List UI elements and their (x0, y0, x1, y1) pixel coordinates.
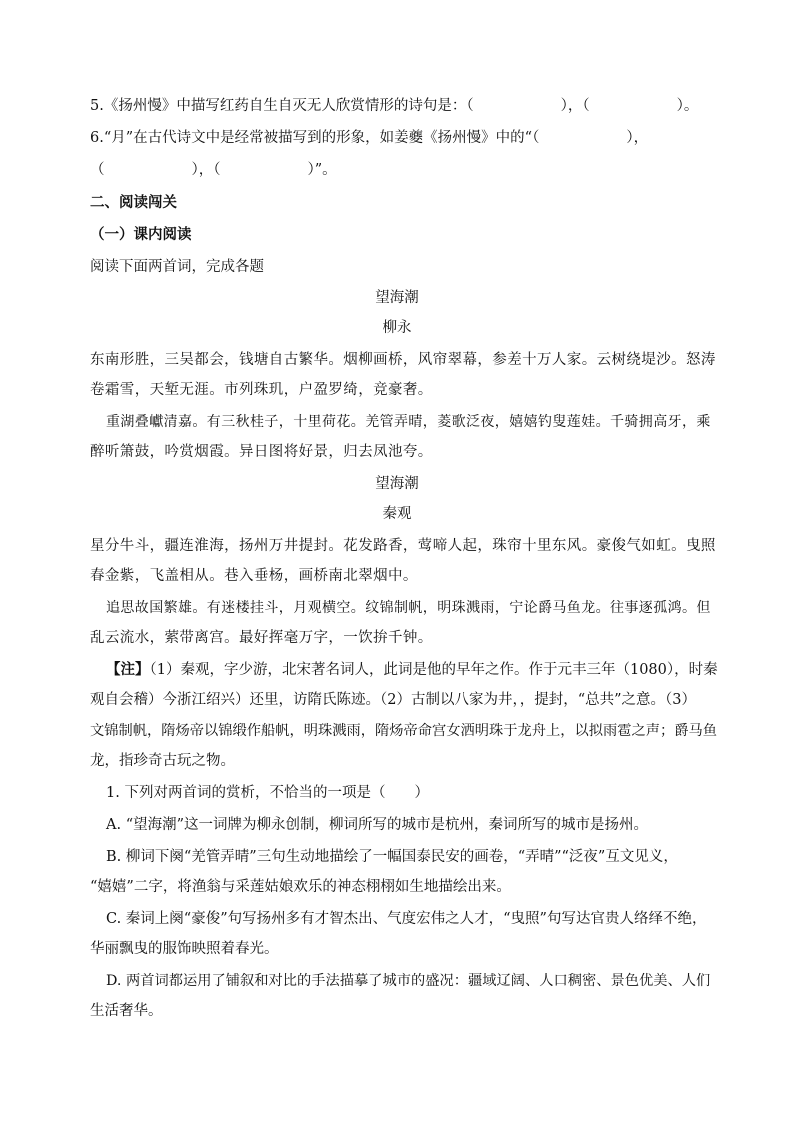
poem2-title: 望海潮 (375, 476, 419, 492)
option-c-line-2: 华丽飘曳的服饰映照着春光。 (90, 941, 279, 957)
poem2-line-3: 追思故国繁雄。有迷楼挂斗，月观横空。纹锦制帆，明珠溅雨，宁论爵马鱼龙。往事逐孤鸿。但 (106, 600, 711, 616)
reading-instruction: 阅读下面两首词，完成各题 (90, 259, 264, 275)
note-line-1 (106, 660, 720, 680)
poem2-line-2: 春金紫，飞盖相从。巷入垂杨，画桥南北翠烟中。 (90, 568, 418, 584)
section-title: 二、阅读闯关 (90, 195, 177, 211)
poem1-line-2: 卷霜雪，天堑无涯。市列珠玑，户盈罗绮，竞豪奢。 (90, 382, 433, 398)
poem2-line-1: 星分牛斗，疆连淮海，扬州万井提封。花发路香，莺啼人起，珠帘十里东风。豪俊气如虹。曳照 (90, 538, 716, 554)
poem2-line-4: 乱云流水，萦带离宫。最好挥毫万字，一饮拚千钟。 (90, 630, 433, 646)
question-1-stem: 1. 下列对两首词的赏析，不恰当的一项是（ ） (106, 785, 429, 801)
poem1-line-4: 醉听箫鼓，吟赏烟霞。异日图将好景，归去凤池夸。 (90, 444, 433, 460)
poem1-line-1: 东南形胜，三吴都会，钱塘自古繁华。烟柳画桥，风帘翠幕，参差十万人家。云树绕堤沙。怒涛 (90, 352, 716, 368)
option-d-line-2: 生活奢华。 (90, 1003, 163, 1019)
note-line-3: 文锦制帆，隋炀帝以锦缎作船帆，明珠溅雨，隋炀帝命宫女洒明珠于龙舟上，以拟雨雹之声；爵马鱼 (90, 723, 718, 739)
option-b-line-2: “嬉嬉”二字，将渔翁与采莲姑娘欢乐的神态栩栩如生地描绘出来。 (90, 879, 511, 895)
question-6-line-1: 6.“月”在古代诗文中是经常被描写到的形象，如姜夔《扬州慢》中的“（ ）， (90, 130, 649, 146)
option-a: A. “望海潮”这一词牌为柳永创制，柳词所写的城市是杭州，秦词所写的城市是扬州。 (106, 817, 649, 833)
note-label: 【注】 (106, 662, 150, 678)
poem1-line-3: 重湖叠巘清嘉。有三秋桂子，十里荷花。羌管弄晴，菱歌泛夜，嬉嬉钓叟莲娃。千骑拥高牙，乘 (106, 414, 711, 430)
poem2-author: 秦观 (382, 506, 412, 522)
option-c-line-1: C. 秦词上阕“豪俊”句写扬州多有才智杰出、气度宏伟之人才，“曳照”句写达官贵人络绎不绝， (106, 911, 707, 927)
question-5: 5.《扬州慢》中描写红药自生自灭无人欣赏情形的诗句是：（ ），（ ）。 (90, 98, 699, 114)
note-line-4: 龙，指珍奇古玩之物。 (90, 753, 235, 769)
note-text-1: （1）秦观，字少游，北宋著名词人，此词是他的早年之作。作于元丰三年（1080），时秦 (149, 662, 718, 678)
section-subtitle: （一）课内阅读 (90, 227, 192, 243)
question-6-line-2: （ ），（ ）”。 (90, 162, 337, 178)
option-b-line-1: B. 柳词下阕“羌管弄晴”三句生动地描绘了一幅国泰民安的画卷，“弄晴”“泛夜”互文见义， (106, 849, 678, 865)
poem1-title: 望海潮 (375, 290, 419, 306)
note-line-2: 观自会稽）今浙江绍兴）还里，访隋氏陈迹。（2）古制以八家为井，，提封，“总共”之意。（3） (90, 692, 697, 708)
poem1-author: 柳永 (382, 320, 412, 336)
option-d-line-1: D. 两首词都运用了铺叙和对比的手法描摹了城市的盛况：疆域辽阔、人口稠密、景色优美、人们 (106, 973, 711, 989)
